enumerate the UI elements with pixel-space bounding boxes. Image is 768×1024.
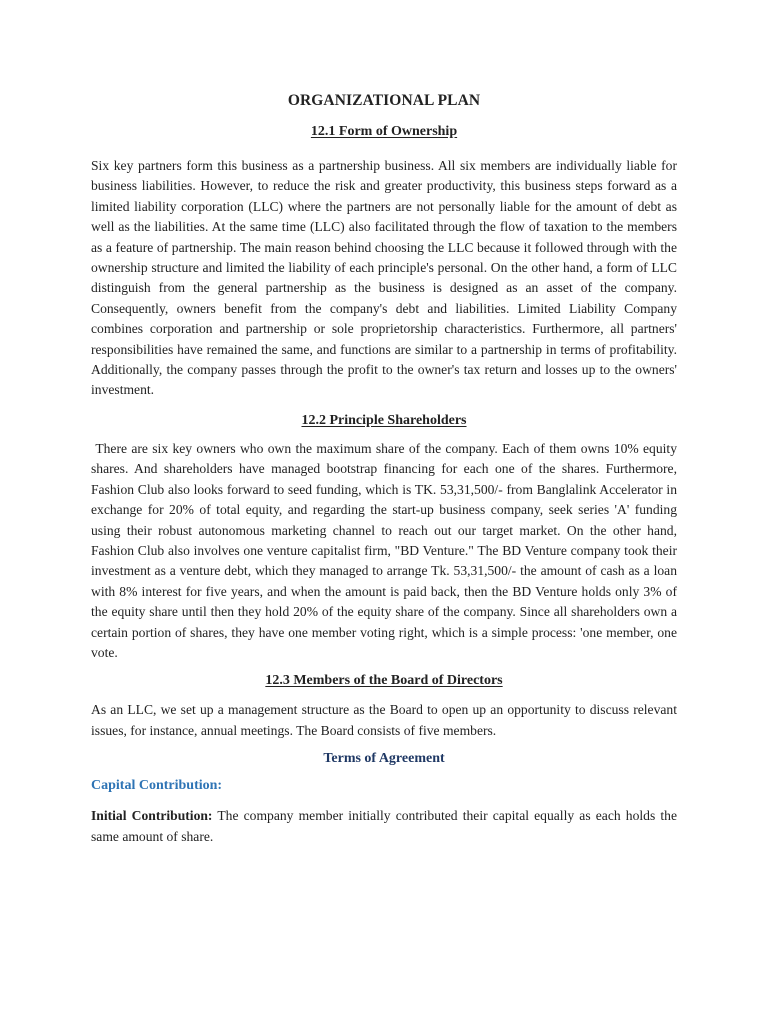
- capital-contribution-heading: Capital Contribution:: [91, 778, 223, 794]
- initial-contribution-text: The company member initially contributed their capital equally as each holds the same amount of share.: [91, 808, 677, 844]
- document-content: [91, 92, 677, 847]
- section-body-board-of-directors: As an LLC, we set up a management structure as the Board to open up an opportunity to discuss relevant issues, for instance, annual meetings. The Board consists of five members.: [91, 702, 677, 738]
- section-body-form-of-ownership: Six key partners form this business as a partnership business. All six members are individually liable for business liabilities. However, to reduce the risk and greater productivity, this business steps forward as a limited liability corporation (LLC) where the partners are not personally liable for the amount of debt as well as the liabilities. At the same time (LLC) also facilitated through the flow of taxation to the members as a feature of partnership. The main reason behind choosing the LLC because it followed through with the ownership structure and limited the liability of each principle's personal. On the other hand, a form of LLC distinguish from the general partnership as the business is designed as an asset of the company. Consequently, owners benefit from the company's debt and liabilities. Limited Liability Company combines corporation and partnership or sole proprietorship characteristics. Furthermore, all partners' responsibilities have remained the same, and functions are similar to a partnership in terms of profitability. Additionally, the company passes through the profit to the owner's tax return and losses up to the owners' investment.: [91, 158, 677, 398]
- initial-contribution-paragraph: [91, 806, 677, 847]
- section-heading-form-of-ownership: 12.1 Form of Ownership: [310, 124, 458, 139]
- section-heading-board-of-directors: 12.3 Members of the Board of Directors: [265, 673, 503, 689]
- section-heading-principle-shareholders: 12.2 Principle Shareholders: [301, 412, 467, 428]
- page-title: ORGANIZATIONAL PLAN: [287, 92, 481, 109]
- section-body-principle-shareholders: [91, 439, 677, 663]
- initial-contribution-label: Initial Contribution:: [91, 808, 213, 824]
- terms-of-agreement-heading: Terms of Agreement: [323, 751, 445, 767]
- section-body-principle-shareholders-text: There are six key owners who own the maximum share of the company. Each of them owns 10% equity shares. And shareholders have managed bootstrap financing for each one of the shares. Furthermore, Fashion Club also looks forward to seed funding, which is TK. 53,31,500/- from Banglalink Accelerator in exchange for 20% of total equity, and regarding the start-up business company, seek series 'A' funding using their robust autonomous marketing channel to reach out our target market. On the other hand, Fashion Club also involves one venture capitalist firm, "BD Venture." The BD Venture company took their investment as a venture debt, which they managed to arrange Tk. 53,31,500/- the amount of cash as a loan with 8% interest for five years, and when the amount is paid back, then the BD Venture holds only 3% of the equity share until then they hold 20% of the equity share of the company. Since all shareholders own a certain portion of shares, they have one member voting right, which is a simple process: 'one member, one vote.: [91, 440, 677, 660]
